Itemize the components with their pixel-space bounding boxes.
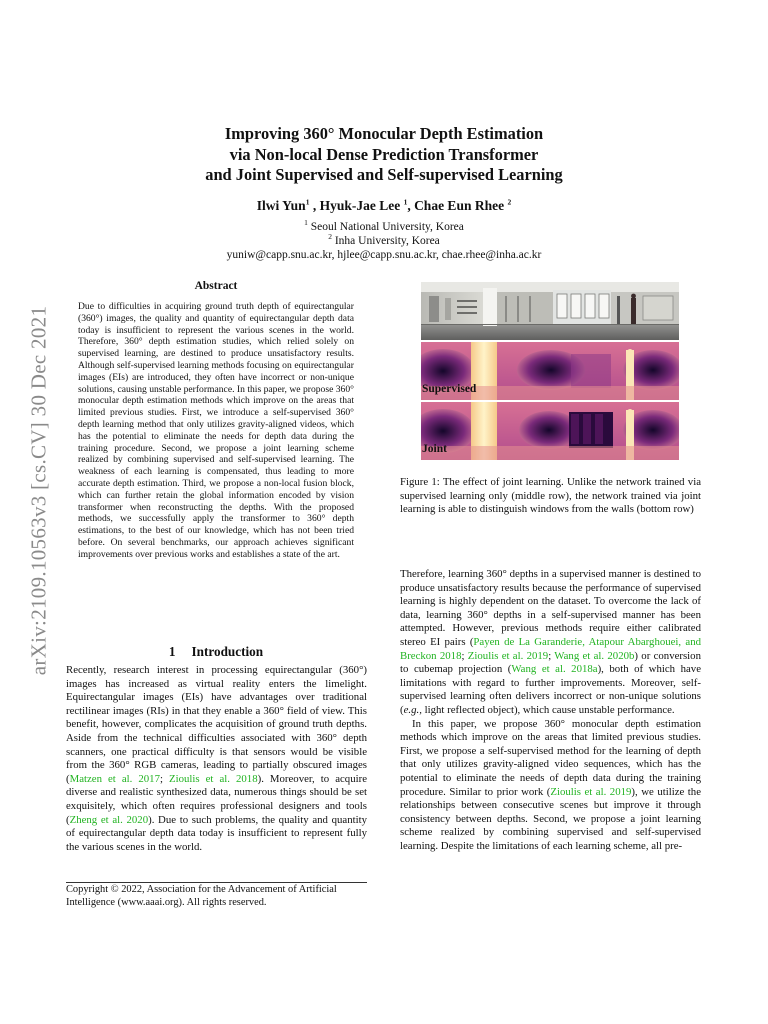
body-text: ; (548, 649, 555, 662)
arxiv-side-stamp (20, 270, 58, 710)
citation-link[interactable]: Payen de La Garanderie, Atapour Abarghouei, and Breckon 2018 (400, 635, 702, 662)
section-heading (66, 644, 366, 660)
body-text: ), we utilize the relationships between consecutive scenes but improve it through consistency between depths. Second, we propose a joint learning scheme realized by combining supervised and self-supervised learning. Despite the limitations of each learning scheme, all pre- (400, 785, 701, 852)
copyright-footnote: Copyright © 2022, Association for the Advancement of Artificial Intelligence (www.aaai.org). All rights reserved. (66, 884, 337, 908)
citation-link[interactable]: Zheng et al. 2020 (69, 813, 149, 826)
paper-title (120, 124, 648, 186)
figure-row-label: Joint (422, 443, 447, 455)
section-number: 1 (168, 644, 176, 659)
right-column-body (400, 568, 701, 853)
body-text: Therefore, learning 360° depths in a supervised manner is destined to produce unsatisfactory results because the performance of supervised learning is highly dependent on the dataset. To overcome the lack of data, learning 360° depths in a self-supervised manner has been attempted. However, previous methods require either calibrated stereo EI pairs ( (400, 568, 701, 648)
figure-row-label: Supervised (422, 383, 477, 395)
author-name: Chae Eun Rhee (414, 198, 505, 213)
abstract-heading: Abstract (194, 280, 238, 292)
author-name: Ilwi Yun (256, 198, 306, 213)
author-affil-mark: 1 (403, 197, 408, 207)
body-text: ). Due to such problems, the quality and quantity of equirectangular depth data today is insufficient to represent fully the various scenes in the world. (66, 813, 367, 853)
title-line: and Joint Supervised and Self-supervised Learning (205, 165, 563, 184)
title-line: via Non-local Dense Prediction Transformer (229, 144, 539, 164)
body-text: ; (159, 772, 170, 785)
body-text-italic: e.g., (403, 703, 422, 716)
affiliation-mark: 2 (328, 232, 332, 242)
author-name: Hyuk-Jae Lee (319, 198, 401, 213)
body-paragraph (400, 718, 701, 854)
author-affil-mark: 1 (305, 197, 310, 207)
body-text: ; (461, 649, 468, 662)
title-line: Improving 360° Monocular Depth Estimation (224, 124, 544, 143)
citation-link[interactable]: Wang et al. 2018a (511, 663, 598, 676)
arxiv-identifier: arXiv:2109.10563v3 [cs.CV] 30 Dec 2021 (26, 305, 51, 675)
citation-link[interactable]: Zioulis et al. 2018 (169, 772, 258, 785)
affiliation-text: Inha University, Korea (334, 235, 440, 247)
author-list: Ilwi Yun$^1$ , Hyuk-Jae Lee $^1$, Chae Eun Rhee $^2$ (256, 197, 512, 213)
citation-link[interactable]: Zioulis et al. 2019 (550, 785, 632, 798)
affiliation (120, 220, 648, 234)
joint-depth-map (421, 402, 679, 460)
body-text: ), both of which have limitations with regard to further improvements. Moreover, self-supervised learning often delivers incorrect or non-unique solutions ( (400, 663, 701, 716)
citation-link[interactable]: Wang et al. 2020b (554, 649, 635, 662)
figure-1 (421, 282, 679, 462)
citation-link[interactable]: Zioulis et al. 2019 (467, 649, 549, 662)
affiliation-mark: 1 (304, 218, 308, 228)
abstract-body: Due to difficulties in acquiring ground truth depth of equirectangular (360°) images, the quality and quantity of equirectangular depth data today is insufficient to represent the various scenes in the world. Therefore, 360° depth estimation studies, which relied solely on supervised learning, are destined to produce unsatisfactory results. Although self-supervised learning methods focusing on equirectangular images (EIs) are introduced, they often have incorrect or non-unique solutions, causing unstable performance. In this paper, we propose 360° monocular depth estimation methods which improve on the areas that limited previous studies. First, we introduce a self-supervised 360° depth learning method that only utilizes gravity-aligned videos, which has the potential to eliminate the needs for depth data during the training procedure. Second, we propose a joint learning scheme realized by combining supervised and self-supervised learning. The weakness of each learning is compensated, thus leading to more accurate depth estimation. Third, we propose a non-local fusion block, which can further retain the global information encoded by vision transformer when reconstructing the depths. With the proposed methods, we successfully apply the transformer to 360° depth estimations, to the best of our knowledge, which has not been tried before. On several benchmarks, our approach achieves significant improvements over previous works and establishes a state of the art. (78, 301, 354, 560)
body-text: In this paper, we propose 360° monocular depth estimation methods which improve on the areas that limited previous studies. First, we propose a self-supervised method for the learning of depth that only utilizes gravity-aligned video sequences, which has the potential to eliminate the needs of depth data during the training procedure. Similar to prior work ( (400, 717, 701, 798)
affiliation (120, 234, 648, 248)
citation-link[interactable]: Matzen et al. 2017 (69, 772, 160, 785)
footnote-divider (66, 882, 367, 883)
figure-caption: Figure 1: The effect of joint learning. Unlike the network trained via supervised learning only (middle row), the network trained via joint learning is able to distinguish windows from the walls (bottom row) (400, 476, 701, 516)
rgb-panorama-image (421, 282, 679, 340)
author-emails: yuniw@capp.snu.ac.kr, hjlee@capp.snu.ac.kr, chae.rhee@inha.ac.kr (226, 249, 542, 261)
body-text: Recently, research interest in processing equirectangular (360°) images has increased as virtual reality enters the limelight. Equirectangular images (EIs) have advantages over traditional rectilinear images (RIs) in that they enable a 360° field of view. This benefit, however, complicates the acquisition of ground truth depths. Aside from the technical difficulties associated with 360° depth scanners, one practical difficulty is that sensors would be visible from the 360° RGB cameras, leading to partially obscured images ( (66, 664, 367, 785)
body-text: ). Moreover, to acquire diverse and realistic synthesized data, numerous things should be set exquisitely, which often requires professional designers and tools ( (66, 772, 367, 826)
author-affil-mark: 2 (507, 197, 512, 207)
supervised-depth-map (421, 342, 679, 400)
affiliation-text: Seoul National University, Korea (310, 221, 464, 233)
body-paragraph (400, 568, 701, 718)
body-text: ) or conversion to cubemap projection ( (400, 649, 701, 676)
body-text: light reflected object), which cause unstable performance. (421, 703, 675, 716)
intro-paragraph (66, 664, 367, 854)
section-title-text: Introduction (191, 644, 264, 659)
